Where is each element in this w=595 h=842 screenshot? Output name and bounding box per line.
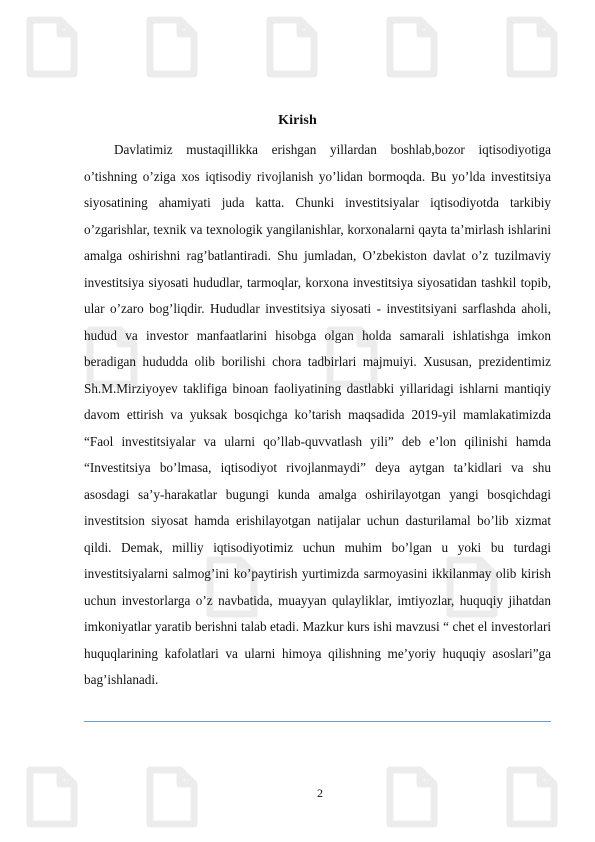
footer-divider	[84, 721, 551, 722]
section-heading: Kirish	[278, 113, 317, 128]
body-text	[84, 137, 551, 694]
paragraph: Davlatimiz mustaqillikka erishgan yillardan boshlab,bozor iqtisodiyotiga o’tishning o’ziga xos iqtisodiy rivojlanish yo’lidan bormoqda. Bu yo’lda investitsiya siyosatining ahamiyati juda katta. Chunki investitsiyalar iqtisodiyotda tarkibiy o’zgarishlar, texnik va texnologik yangilanishlar, korxonalarni qayta ta’mirlash ishlarini amalga oshirishni rag’batlantiradi. Shu jumladan, O’zbekiston davlat o’z tuzilmaviy investitsiya siyosati hududlar, tarmoqlar, korxona investitsiya siyosatidan tashkil topib, ular o’zaro bog’liqdir. Hududlar investitsiya siyosati - investitsiyani sarflashda aholi, hudud va investor manfaatlarini hisobga olgan holda samarali ishlatishga imkon beradigan hududda olib borilishi chora tadbirlari majmuiyi. Xususan, prezidentimiz Sh.M.Mirziyoyev taklifiga binoan faoliyatining dastlabki yillaridagi ishlarni mantiqiy davom ettirish va yuksak bosqichga ko’tarish maqsadida 2019-yil mamlakatimizda “Faol investitsiyalar va ularni qo’llab-quvvatlash yili” deb e’lon qilinishi hamda “Investitsiya bo’lmasa, iqtisodiyot rivojlanmaydi” deya aytgan ta’kidlari va shu asosdagi sa’y-harakatlar bugungi kunda amalga oshirilayotgan yangi bosqichdagi investitsion siyosat hamda erishilayotgan natijalar uchun dasturilamal bo’lib xizmat qildi. Demak, milliy iqtisodiyotimiz uchun muhim bo’lgan u yoki bu turdagi investitsiyalarni salmog’ini ko’paytirish yurtimizda sarmoyasini ikkilanmay olib kirish uchun investorlarga o’z navbatida, muayyan qulayliklar, imtiyozlar, huquqiy jihatdan imkoniyatlar yaratib berishni talab etadi. Mazkur kurs ishi mavzusi “ chet el investorlari huquqlarining kafolatlari va ularni himoya qilishning me’yoriy huquqiy asoslari”ga bag’ishlanadi.	[84, 142, 551, 687]
page-number: 2	[317, 786, 323, 800]
